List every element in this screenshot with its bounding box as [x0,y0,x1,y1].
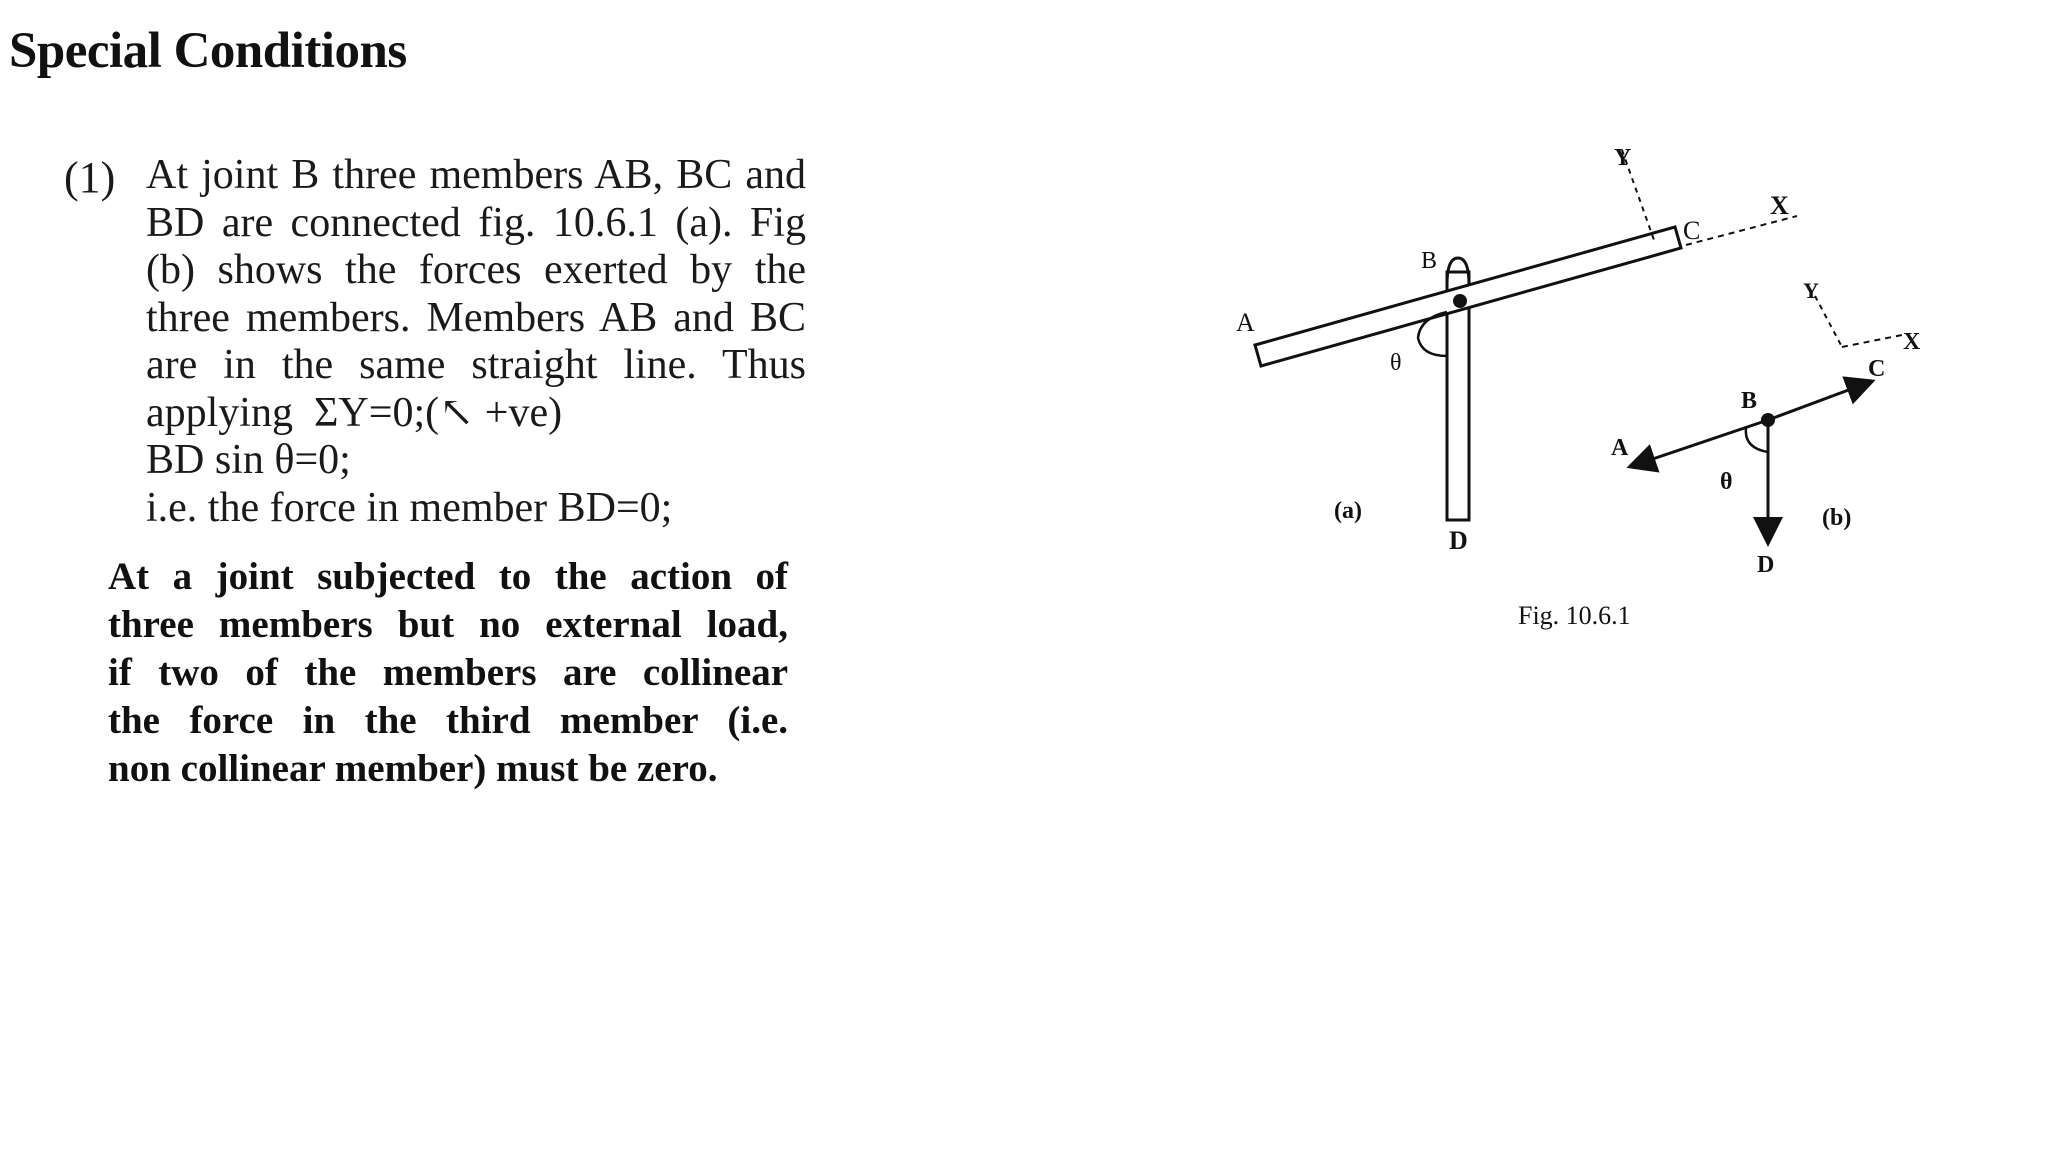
label-y-fbd: Y [1803,278,1819,303]
rule-line: the force in the third member (i.e. [108,699,788,742]
label-b-fbd: B [1741,388,1758,414]
force-arrow-bc [1768,382,1870,420]
equation-line: BD sin θ=0; [146,437,351,483]
sublabel-a: (a) [1334,498,1362,524]
paragraph-line: At joint B three members AB, BC and [146,152,806,198]
paragraph-line: are in the same straight line. Thus [146,342,806,388]
equation-line: applying ΣY=0;(↖ +ve) [146,389,563,436]
rule-line: if two of the members are collinear [108,651,788,694]
pin-joint-b [1453,294,1467,308]
pin-joint-b-fbd [1761,413,1775,427]
paragraph-line: i.e. the force in member BD=0; [146,484,673,531]
y-axis-line-fbd [1815,296,1842,347]
sublabel-b: (b) [1822,505,1852,531]
paragraph-line: (b) shows the forces exerted by the [146,247,806,293]
paragraph-line: BD are connected fig. 10.6.1 (a). Fig [146,199,806,246]
item-number: (1) [64,153,116,202]
rule-line: At a joint subjected to the action of [108,555,788,598]
figure-a [1236,145,1797,555]
label-x-fbd: X [1903,329,1921,355]
label-c-fbd: C [1868,356,1886,382]
label-d: D [1449,526,1468,555]
rule-line: non collinear member) must be zero. [108,747,718,790]
rule-line: three members but no external load, [108,603,788,646]
label-a-fbd: A [1611,435,1629,461]
paragraph-line: three members. Members AB and BC [146,294,806,341]
label-y: Y [1614,145,1632,171]
x-axis-line [1686,216,1797,245]
page-title: Special Conditions [9,23,407,79]
label-x: X [1770,191,1789,220]
x-axis-line-fbd [1842,335,1902,347]
label-b: B [1421,248,1438,274]
label-c: C [1683,216,1701,245]
theta-arc-fbd [1746,428,1768,452]
label-theta: θ [1390,350,1402,376]
figure-b [1611,278,1921,578]
force-arrow-ba [1632,420,1768,466]
label-d-fbd: D [1757,552,1775,578]
figure-caption: Fig. 10.6.1 [1518,601,1631,630]
label-a: A [1236,308,1255,337]
label-theta-fbd: θ [1720,469,1733,495]
